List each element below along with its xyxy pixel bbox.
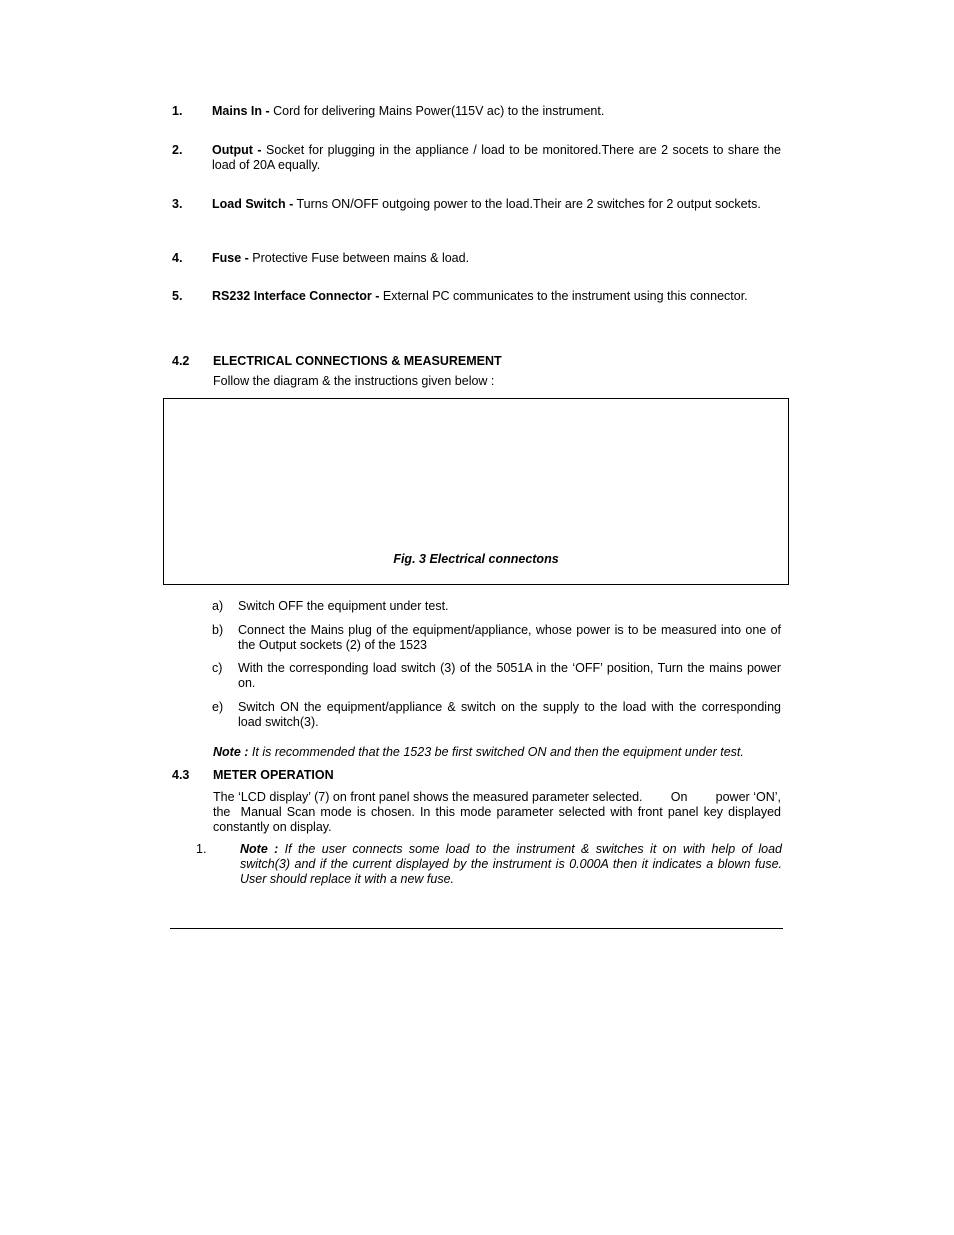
step-text: Switch OFF the equipment under test. bbox=[238, 599, 449, 613]
note-label: Note : bbox=[240, 842, 279, 856]
item-text: External PC communicates to the instrument using this connector. bbox=[379, 289, 748, 303]
note-text: If the user connects some load to the instrument & switches it on with help of load switch(3) and if the current displayed by the instrument is 0.000A then it indicates a blown fuse. User should replace it with a new fuse. bbox=[240, 842, 782, 886]
item-label: Fuse - bbox=[212, 251, 249, 265]
step-item bbox=[212, 700, 781, 730]
item-output bbox=[172, 143, 781, 173]
item-label: RS232 Interface Connector - bbox=[212, 289, 380, 303]
section-4-2-intro: Follow the diagram & the instructions given below : bbox=[213, 374, 495, 388]
step-label: e) bbox=[212, 700, 224, 714]
step-label: b) bbox=[212, 623, 224, 637]
section-number: 4.2 bbox=[172, 354, 190, 368]
item-number: 5. bbox=[172, 289, 183, 303]
item-text: Protective Fuse between mains & load. bbox=[248, 251, 470, 265]
item-text: Cord for delivering Mains Power(115V ac) to the instrument. bbox=[269, 104, 605, 118]
step-item bbox=[212, 661, 781, 691]
section-title: METER OPERATION bbox=[213, 768, 334, 782]
item-text: Socket for plugging in the appliance / load to be monitored.There are 2 socets to share the load of 20A equally. bbox=[212, 143, 782, 172]
item-load-switch bbox=[172, 197, 781, 212]
section-title: ELECTRICAL CONNECTIONS & MEASUREMENT bbox=[213, 354, 502, 368]
step-text: Connect the Mains plug of the equipment/appliance, whose power is to be measured into one of the Output sockets (2) of the 1523 bbox=[238, 623, 781, 652]
item-label: Load Switch - bbox=[212, 197, 294, 211]
footer-divider bbox=[170, 928, 783, 929]
note-blown-fuse bbox=[196, 842, 782, 887]
figure-frame bbox=[163, 398, 789, 585]
note-number: 1. bbox=[196, 842, 207, 856]
figure-caption: Fig. 3 Electrical connectons bbox=[393, 552, 559, 566]
step-text: Switch ON the equipment/appliance & switch on the supply to the load with the corresponding load switch(3). bbox=[238, 700, 781, 729]
item-label: Mains In - bbox=[212, 104, 270, 118]
item-rs232 bbox=[172, 289, 781, 304]
note-text: It is recommended that the 1523 be first switched ON and then the equipment under test. bbox=[248, 745, 744, 759]
section-number: 4.3 bbox=[172, 768, 190, 782]
item-number: 4. bbox=[172, 251, 183, 265]
note-label: Note : bbox=[213, 745, 249, 759]
section-4-3-body: The ‘LCD display’ (7) on front panel shows the measured parameter selected. On power ‘ON’, the Manual Scan mode is chosen. In this mode parameter selected with front panel key displayed constantly on display. bbox=[213, 790, 785, 834]
item-label: Output - bbox=[212, 143, 262, 157]
item-text: Turns ON/OFF outgoing power to the load.Their are 2 switches for 2 output sockets. bbox=[293, 197, 761, 211]
item-fuse bbox=[172, 251, 781, 266]
step-text: With the corresponding load switch (3) of the 5051A in the ‘OFF’ position, Turn the mains power on. bbox=[238, 661, 781, 690]
step-item bbox=[212, 623, 781, 653]
item-number: 2. bbox=[172, 143, 183, 157]
item-number: 1. bbox=[172, 104, 183, 118]
step-label: c) bbox=[212, 661, 223, 675]
step-item bbox=[212, 599, 781, 614]
step-label: a) bbox=[212, 599, 224, 613]
note-recommendation bbox=[213, 745, 783, 760]
item-mains-in bbox=[172, 104, 781, 119]
item-number: 3. bbox=[172, 197, 183, 211]
